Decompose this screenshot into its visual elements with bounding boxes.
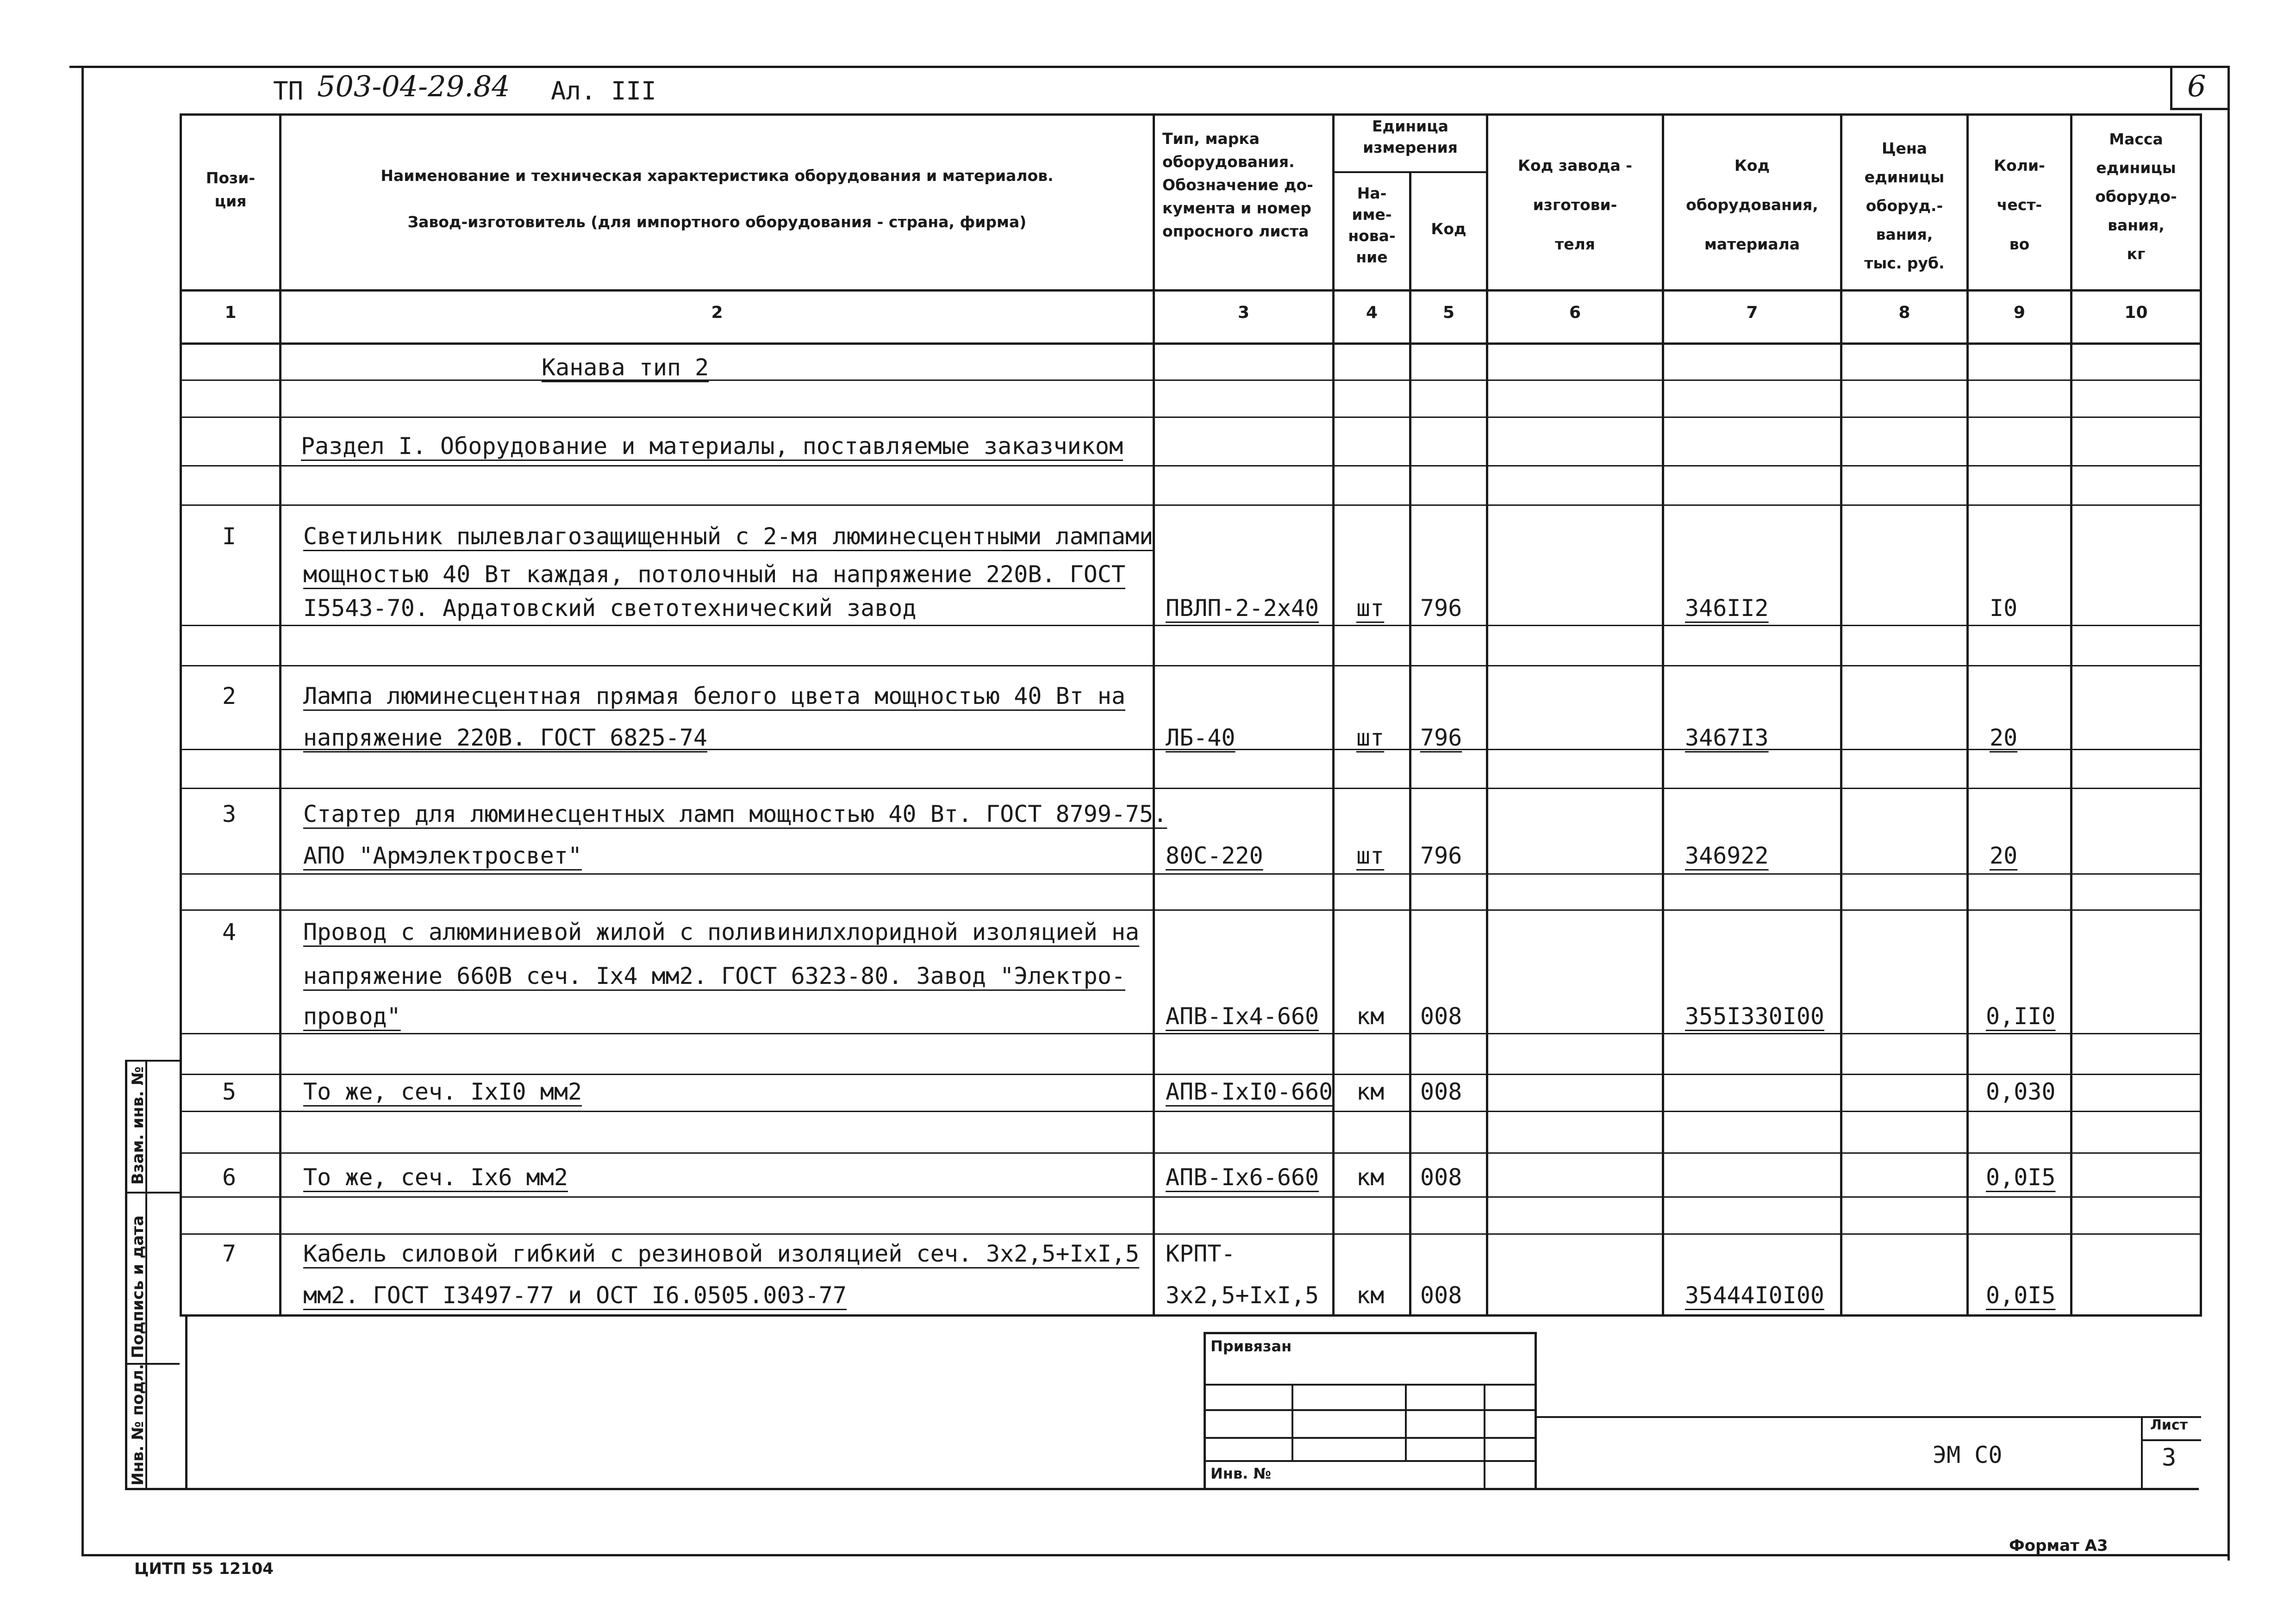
item-position: 3 — [222, 801, 237, 827]
item-type: АПВ-Iх4-660 — [1166, 1003, 1319, 1030]
col-number: 4 — [1366, 303, 1378, 322]
doc-code: ЭМ С0 — [1933, 1442, 2003, 1468]
col-header-equip-code: Код оборудования, материала — [1686, 156, 1818, 253]
col-header-unit: Единица измерения — [1363, 117, 1458, 156]
stamp-line — [1204, 1384, 1537, 1386]
col-header-name: Наименование и техническая характеристика оборудования и материалов. Завод-изготовитель (для импортного оборудования - страна, фирма) — [381, 167, 1054, 231]
item-type: ЛБ-40 — [1166, 724, 1235, 751]
item-position: 5 — [222, 1078, 237, 1105]
side-label-podpis: Подпись и дата — [129, 1215, 147, 1358]
item-unit-code: 008 — [1420, 1282, 1462, 1309]
row-line — [180, 665, 2202, 666]
item-name-line: То же, сеч. IхI0 мм2 — [303, 1078, 582, 1105]
item-type: АПВ-IхI0-660 — [1166, 1078, 1333, 1105]
stamp-line — [1204, 1437, 1537, 1439]
item-unit-code: 796 — [1420, 595, 1462, 622]
col-header-price: Цена единицы оборуд.- вания, тыс. руб. — [1864, 139, 1945, 272]
side-label-inv: Инв. № подл. — [129, 1363, 147, 1486]
album-label: Ал. III — [551, 76, 656, 106]
col-header-type: Тип, марка оборудования. Обозначение до- кумента и номер опросного листа — [1162, 130, 1313, 240]
row-line — [180, 465, 2202, 466]
stamp-right — [1535, 1332, 1537, 1490]
item-unit: км — [1356, 1078, 1385, 1105]
item-name-line: Кабель силовой гибкий с резиновой изоляцией сеч. 3х2,5+IхI,5 — [303, 1240, 1140, 1267]
sheet-box-line — [2141, 1439, 2201, 1441]
item-position: 2 — [222, 683, 237, 709]
page-box-left — [2170, 66, 2172, 110]
side-label-vzam: Взам. инв. № — [129, 1066, 147, 1185]
col-header-position: Пози- ция — [206, 169, 256, 210]
page-box-bottom — [2170, 108, 2229, 110]
stamp-col — [1405, 1384, 1407, 1460]
item-equip-code: 35444I0I00 — [1685, 1282, 1825, 1309]
bottom-frame-line — [125, 1488, 2199, 1490]
stamp-col — [1484, 1384, 1485, 1490]
col-line-5 — [1486, 113, 1488, 1317]
item-name-line: Провод с алюминиевой жилой с поливинилхлоридной изоляцией на — [303, 919, 1140, 945]
frame-right — [2227, 66, 2230, 1561]
item-name-line: I5543-70. Ардатовский светотехнический завод — [303, 595, 917, 622]
section-heading: Раздел I. Оборудование и материалы, поставляемые заказчиком — [301, 433, 1123, 460]
item-type: ПВЛП-2-2х40 — [1166, 595, 1319, 622]
item-unit-code: 008 — [1420, 1003, 1462, 1030]
item-unit-code: 796 — [1420, 842, 1462, 869]
col-number: 8 — [1898, 303, 1910, 322]
item-unit-code: 008 — [1420, 1164, 1462, 1191]
item-equip-code: 346922 — [1685, 842, 1769, 869]
stamp-line — [1204, 1409, 1537, 1411]
tp-prefix: ТП — [273, 76, 304, 106]
col-number: 7 — [1746, 303, 1758, 322]
col-number: 6 — [1569, 303, 1581, 322]
item-name-line: напряжение 660В сеч. Iх4 мм2. ГОСТ 6323-80. Завод "Электро- — [303, 963, 1126, 989]
col-header-unit-code: Код — [1431, 220, 1466, 238]
col-header-mass: Масса единицы оборудо- вания, кг — [2095, 130, 2177, 263]
sheet-box-left — [2141, 1416, 2143, 1490]
item-name-line: мм2. ГОСТ I3497-77 и ОСТ I6.0505.003-77 — [303, 1282, 847, 1309]
row-line — [180, 1111, 2202, 1112]
row-line — [180, 1233, 2202, 1235]
num-row-bottom — [180, 342, 2202, 345]
row-line — [180, 1196, 2202, 1198]
item-type: 80С-220 — [1166, 842, 1263, 869]
col-header-factory-code: Код завода - изготови- теля — [1518, 156, 1632, 253]
table-bottom — [180, 1314, 2202, 1317]
row-line — [180, 379, 2202, 381]
row-line — [180, 504, 2202, 506]
col-number: 5 — [1442, 303, 1455, 322]
title-block-line — [1535, 1416, 2201, 1418]
col-number: 3 — [1237, 303, 1250, 322]
item-unit-code: 008 — [1420, 1078, 1462, 1105]
col-line-8 — [1966, 113, 1969, 1317]
page-number: 6 — [2187, 69, 2206, 104]
stamp-col — [1292, 1384, 1293, 1460]
item-unit: км — [1356, 1282, 1385, 1309]
item-name-line: То же, сеч. Iх6 мм2 — [303, 1164, 568, 1191]
row-line — [180, 1152, 2202, 1154]
item-name-line: АПО "Армэлектросвет" — [303, 842, 582, 869]
item-position: 7 — [222, 1240, 237, 1267]
row-line — [180, 1074, 2202, 1075]
stamp-top — [1204, 1332, 1537, 1334]
item-unit: км — [1356, 1164, 1385, 1191]
item-name-line: напряжение 220В. ГОСТ 6825-74 — [303, 724, 707, 751]
col-line-2 — [1153, 113, 1155, 1317]
row-line — [180, 909, 2202, 911]
side-stamp-line — [125, 1060, 180, 1062]
col-line-7 — [1840, 113, 1842, 1317]
side-stamp-line — [125, 1192, 180, 1194]
frame-top — [69, 66, 2229, 68]
row-line — [180, 788, 2202, 789]
col-header-qty: Коли- чест- во — [1994, 156, 2045, 253]
item-name-line: мощностью 40 Вт каждая, потолочный на напряжение 220В. ГОСТ — [303, 561, 1126, 588]
row-line — [180, 417, 2202, 418]
item-equip-code: 3467I3 — [1685, 724, 1769, 751]
side-stamp-right — [185, 1314, 187, 1490]
item-name-line: Лампа люминесцентная прямая белого цвета мощностью 40 Вт на — [303, 683, 1126, 709]
col-line-3 — [1332, 113, 1335, 1317]
item-mass: 0,030 — [1986, 1078, 2056, 1105]
item-unit: шт — [1356, 595, 1385, 622]
col-line-6 — [1662, 113, 1664, 1317]
stamp-line — [1204, 1460, 1537, 1462]
item-type: АПВ-Iх6-660 — [1166, 1164, 1319, 1191]
row-line — [180, 1033, 2202, 1034]
stamp-left — [1204, 1332, 1206, 1490]
footer-format: Формат А3 — [2009, 1536, 2108, 1555]
item-name-line: провод" — [303, 1003, 401, 1030]
col-number: 10 — [2124, 303, 2148, 322]
item-equip-code: 355I330I00 — [1685, 1003, 1825, 1030]
item-mass: 0,0I5 — [1986, 1164, 2056, 1191]
sheet-label: Лист — [2150, 1417, 2188, 1433]
item-type-line: 3х2,5+IхI,5 — [1166, 1282, 1319, 1309]
item-qty: I0 — [1990, 595, 2018, 622]
item-unit: шт — [1356, 724, 1385, 751]
frame-left — [81, 66, 84, 1556]
col-header-unit-name: На- име- нова- ние — [1348, 184, 1396, 266]
col-line-0 — [180, 113, 182, 1317]
project-code: 503-04-29.84 — [317, 69, 510, 103]
row-line — [180, 873, 2202, 875]
col-number: 2 — [711, 303, 723, 322]
row-line — [180, 625, 2202, 626]
hdr-top — [180, 113, 2202, 116]
sheet-number: 3 — [2162, 1444, 2177, 1472]
col-line-9 — [2070, 113, 2072, 1317]
item-position: 4 — [222, 919, 237, 945]
item-name-line: Стартер для люминесцентных ламп мощностью 40 Вт. ГОСТ 8799-75. — [303, 801, 1167, 827]
item-mass: 0,II0 — [1986, 1003, 2056, 1030]
col-line-10 — [2200, 113, 2202, 1317]
item-qty: 20 — [1990, 724, 2018, 751]
col-number: 1 — [225, 303, 237, 322]
item-unit: км — [1356, 1003, 1385, 1030]
item-position: I — [222, 523, 237, 550]
item-mass: 0,0I5 — [1986, 1282, 2056, 1309]
item-unit: шт — [1356, 842, 1385, 869]
item-position: 6 — [222, 1164, 237, 1191]
col-line-1 — [279, 113, 281, 1317]
item-qty: 20 — [1990, 842, 2018, 869]
hdr-bottom — [180, 289, 2202, 292]
stamp-privyazan: Привязан — [1210, 1337, 1292, 1355]
col-number: 9 — [2013, 303, 2026, 322]
item-equip-code: 346II2 — [1685, 595, 1769, 622]
footer-code: ЦИТП 55 12104 — [134, 1560, 274, 1578]
side-stamp-left — [125, 1060, 127, 1490]
unit-subline — [1332, 171, 1486, 173]
stamp-inv-no: Инв. № — [1210, 1465, 1271, 1482]
item-unit-code: 796 — [1420, 724, 1462, 751]
item-name-line: Светильник пылевлагозащищенный с 2-мя люминесцентными лампами — [303, 523, 1154, 550]
frame-bottom — [81, 1554, 2229, 1556]
item-type-line: КРПТ- — [1166, 1240, 1235, 1267]
section-title: Канава тип 2 — [542, 354, 709, 381]
